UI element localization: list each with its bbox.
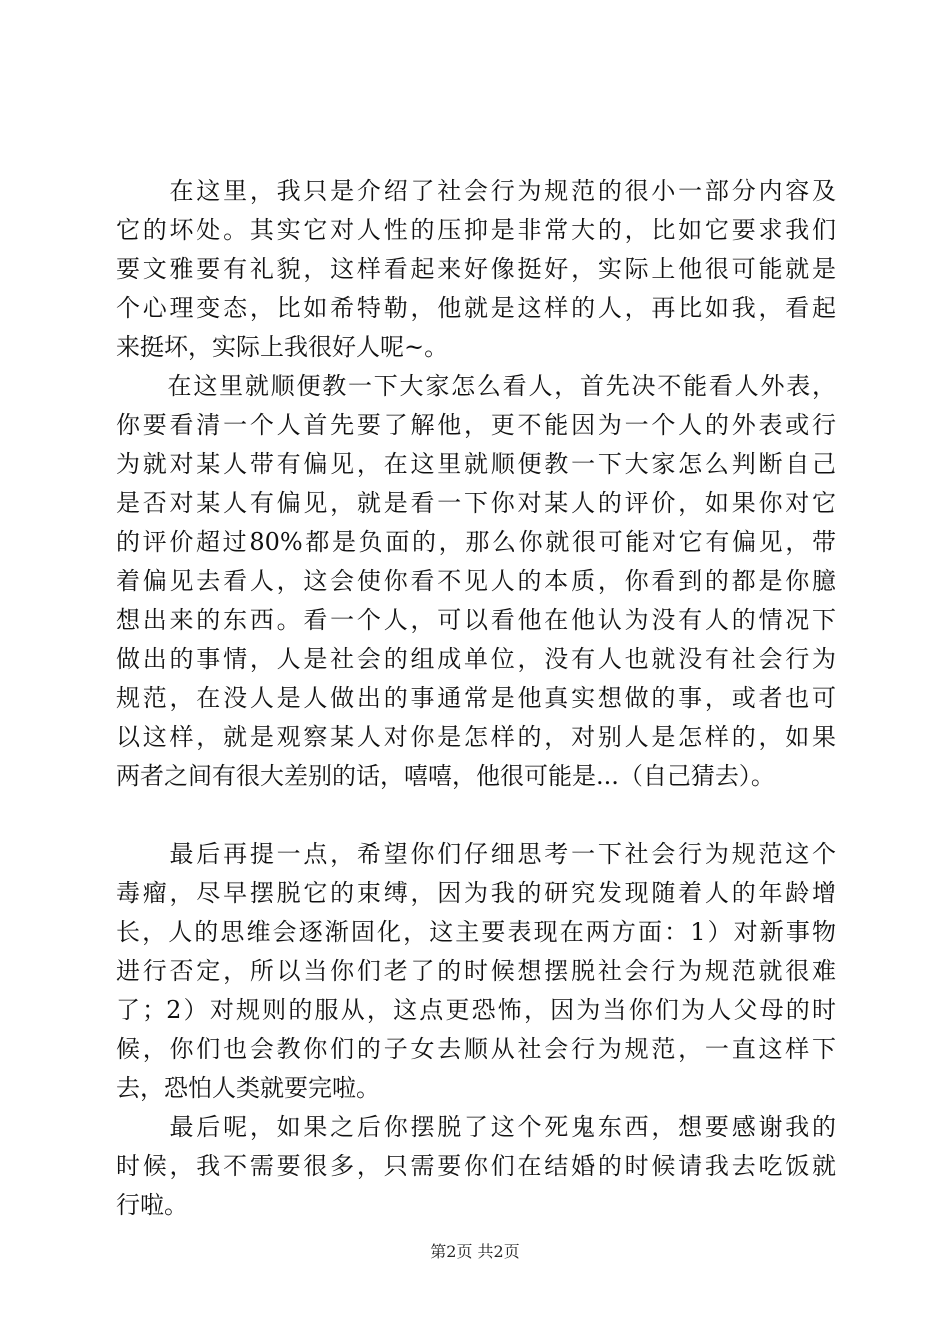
text-line: 毒瘤，尽早摆脱它的束缚，因为我的研究发现随着人的年龄增 [116, 879, 836, 907]
text-line: 候，你们也会教你们的子女去顺从社会行为规范，一直这样下 [116, 1035, 836, 1063]
text-line: 它的坏处。其实它对人性的压抑是非常大的，比如它要求我们 [116, 216, 836, 244]
paragraph-2 [116, 367, 836, 796]
text-line: 时候，我不需要很多，只需要你们在结婚的时候请我去吃饭就 [116, 1152, 836, 1180]
text-line: 以这样，就是观察某人对你是怎样的，对别人是怎样的，如果 [116, 723, 836, 751]
text-line: 做出的事情，人是社会的组成单位，没有人也就没有社会行为 [116, 645, 836, 673]
text-line: 两者之间有很大差别的话，嘻嘻，他很可能是...（自己猜去）。 [116, 762, 775, 790]
text-line: 来挺坏，实际上我很好人呢~。 [116, 333, 449, 361]
text-line: 了；2）对规则的服从，这点更恐怖，因为当你们为人父母的时 [116, 996, 836, 1024]
text-line: 规范，在没人是人做出的事通常是他真实想做的事，或者也可 [116, 684, 836, 712]
text-line: 进行否定，所以当你们老了的时候想摆脱社会行为规范就很难 [116, 957, 836, 985]
text-line: 去，恐怕人类就要完啦。 [116, 1074, 380, 1102]
paragraph-spacer [116, 796, 836, 835]
text-line: 在这里，我只是介绍了社会行为规范的很小一部分内容及 [116, 177, 836, 205]
text-line: 你要看清一个人首先要了解他，更不能因为一个人的外表或行 [116, 411, 836, 439]
paragraph-4 [116, 1108, 836, 1225]
paragraph-3 [116, 835, 836, 1108]
text-line: 长，人的思维会逐渐固化，这主要表现在两方面：1）对新事物 [116, 918, 836, 946]
text-line: 在这里就顺便教一下大家怎么看人，首先决不能看人外表， [116, 372, 836, 400]
text-line: 是否对某人有偏见，就是看一下你对某人的评价，如果你对它 [116, 489, 836, 517]
text-line: 的评价超过80%都是负面的，那么你就很可能对它有偏见，带 [116, 528, 836, 556]
paragraph-1 [116, 172, 836, 367]
text-line: 想出来的东西。看一个人，可以看他在他认为没有人的情况下 [116, 606, 836, 634]
text-line: 要文雅要有礼貌，这样看起来好像挺好，实际上他很可能就是 [116, 255, 836, 283]
document-body [116, 172, 836, 1225]
text-line: 行啦。 [116, 1191, 188, 1219]
text-line: 最后再提一点，希望你们仔细思考一下社会行为规范这个 [116, 840, 836, 868]
text-line: 最后呢，如果之后你摆脱了这个死鬼东西，想要感谢我的 [116, 1113, 836, 1141]
text-line: 个心理变态，比如希特勒，他就是这样的人，再比如我，看起 [116, 294, 836, 322]
page-number-footer: 第2页 共2页 [430, 1242, 520, 1261]
text-line: 着偏见去看人，这会使你看不见人的本质，你看到的都是你臆 [116, 567, 836, 595]
text-line: 为就对某人带有偏见，在这里就顺便教一下大家怎么判断自己 [116, 450, 836, 478]
